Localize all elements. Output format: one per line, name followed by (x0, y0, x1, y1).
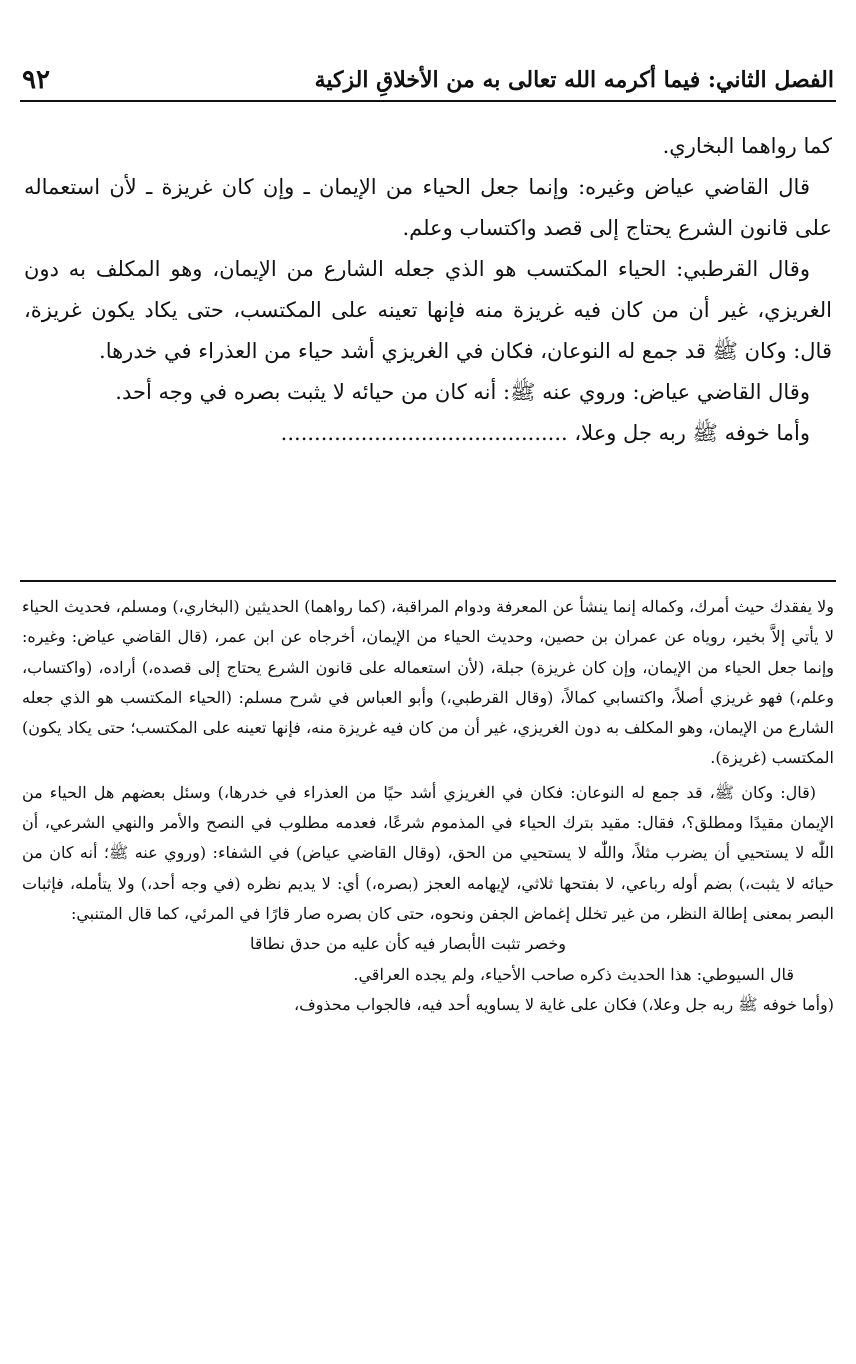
poetry-verse: وخصر تثبت الأبصار فيه كأن عليه من حدق نطاقا (250, 934, 566, 954)
main-line: كما رواهما البخاري. (662, 134, 832, 158)
commentary-text (22, 592, 834, 1332)
page-number: ٩٢ (22, 65, 50, 95)
commentary-paragraph: ولا يفقدك حيث أمرك، وكماله إنما ينشأ عن المعرفة ودوام المراقبة، (كما رواهما) الحديثين (البخاري،) ومسلم، فحديث الحياء لا يأتي إلاَّ بخير، روياه عن عمران بن حصين، وحديث الحياء من الإيمان، أخرجاه عن ابن عمر، (قال القاضي عياض: وغيره: وإنما جعل الحياء من الإيمان، وإن كان غريزة) جبلة، (لأن استعماله على قانون الشرع يحتاج إلى قصده،) أراده، (واكتساب، وعلم،) فهو غريزي أصلاً، واكتسابي كمالاً، (وقال القرطبي،) وأبو العباس في شرح مسلم: (الحياء المكتسب هو الذي جعله الشارع من الإيمان، وهو المكلف به دون الغريزي، غير أن من كان فيه غريزة منه، فإنها تعينه على المكتسب؛ حتى يكاد يكون) المكتسب (غريزة). (22, 597, 835, 768)
main-paragraph: وقال القاضي عياض: وروي عنه ﷺ: أنه كان من حيائه لا يثبت بصره في وجه أحد. (115, 380, 810, 404)
main-text (24, 126, 832, 566)
main-paragraph: وقال القرطبي: الحياء المكتسب هو الذي جعله الشارع من الإيمان، وهو المكلف به دون الغريزي، غير أن من كان فيه غريزة منه فإنها تعينه على المكتسب، حتى يكاد يكون غريزة، قال: وكان ﷺ قد جمع له النوعان، فكان في الغريزي أشد حياء من العذراء في خدرها. (24, 257, 832, 363)
header-divider (20, 100, 836, 102)
suyuti-note: قال السيوطي: هذا الحديث ذكره صاحب الأحياء، ولم يجده العراقي. (353, 964, 794, 984)
footnote-divider (20, 580, 836, 582)
main-paragraph: قال القاضي عياض وغيره: وإنما جعل الحياء من الإيمان ـ وإن كان غريزة ـ لأن استعماله على قانون الشرع يحتاج إلى قصد واكتساب وعلم. (24, 175, 832, 240)
commentary-paragraph: (قال: وكان ﷺ، قد جمع له النوعان: فكان في الغريزي أشد حيًا من العذراء في خدرها،) وسئل بعضهم هل الحياء من الإيمان مقيدًا ومطلق؟، فقال: مقيد بترك الحياء في المذموم شرعًا، فعدمه مطلوب في النصح والأمر والنهي الشرعي، أن اللّٰه لا يستحيي أن يضرب مثلاً، واللّٰه لا يستحيي من الحق، (وقال القاضي عياض) في الشفاء: (وروي عنه ﷺ؛ أنه كان من حيائه لا يثبت،) بضم أوله رباعي، لا بفتحها ثلاثي، لإيهامه العجز (بصره،) أي: لا يديم نظره (في وجه أحد،) ولا يتأمله، فإثبات البصر بمعنى إطالة النظر، من غير تخلل إغماض الجفن ونحوه، حتى كان بصره صار قارًا في المرئي، كما قال المتنبي: (22, 782, 834, 923)
chapter-title: الفصل الثاني: فيما أكرمه الله تعالى به من الأخلاقِ الزكية (314, 67, 834, 93)
page-header (22, 52, 834, 96)
commentary-paragraph: (وأما خوفه ﷺ ربه جل وعلا،) فكان على غاية لا يساويه أحد فيه، فالجواب محذوف، (293, 994, 834, 1014)
main-paragraph: وأما خوفه ﷺ ربه جل وعلا، ........................................... (280, 421, 810, 445)
